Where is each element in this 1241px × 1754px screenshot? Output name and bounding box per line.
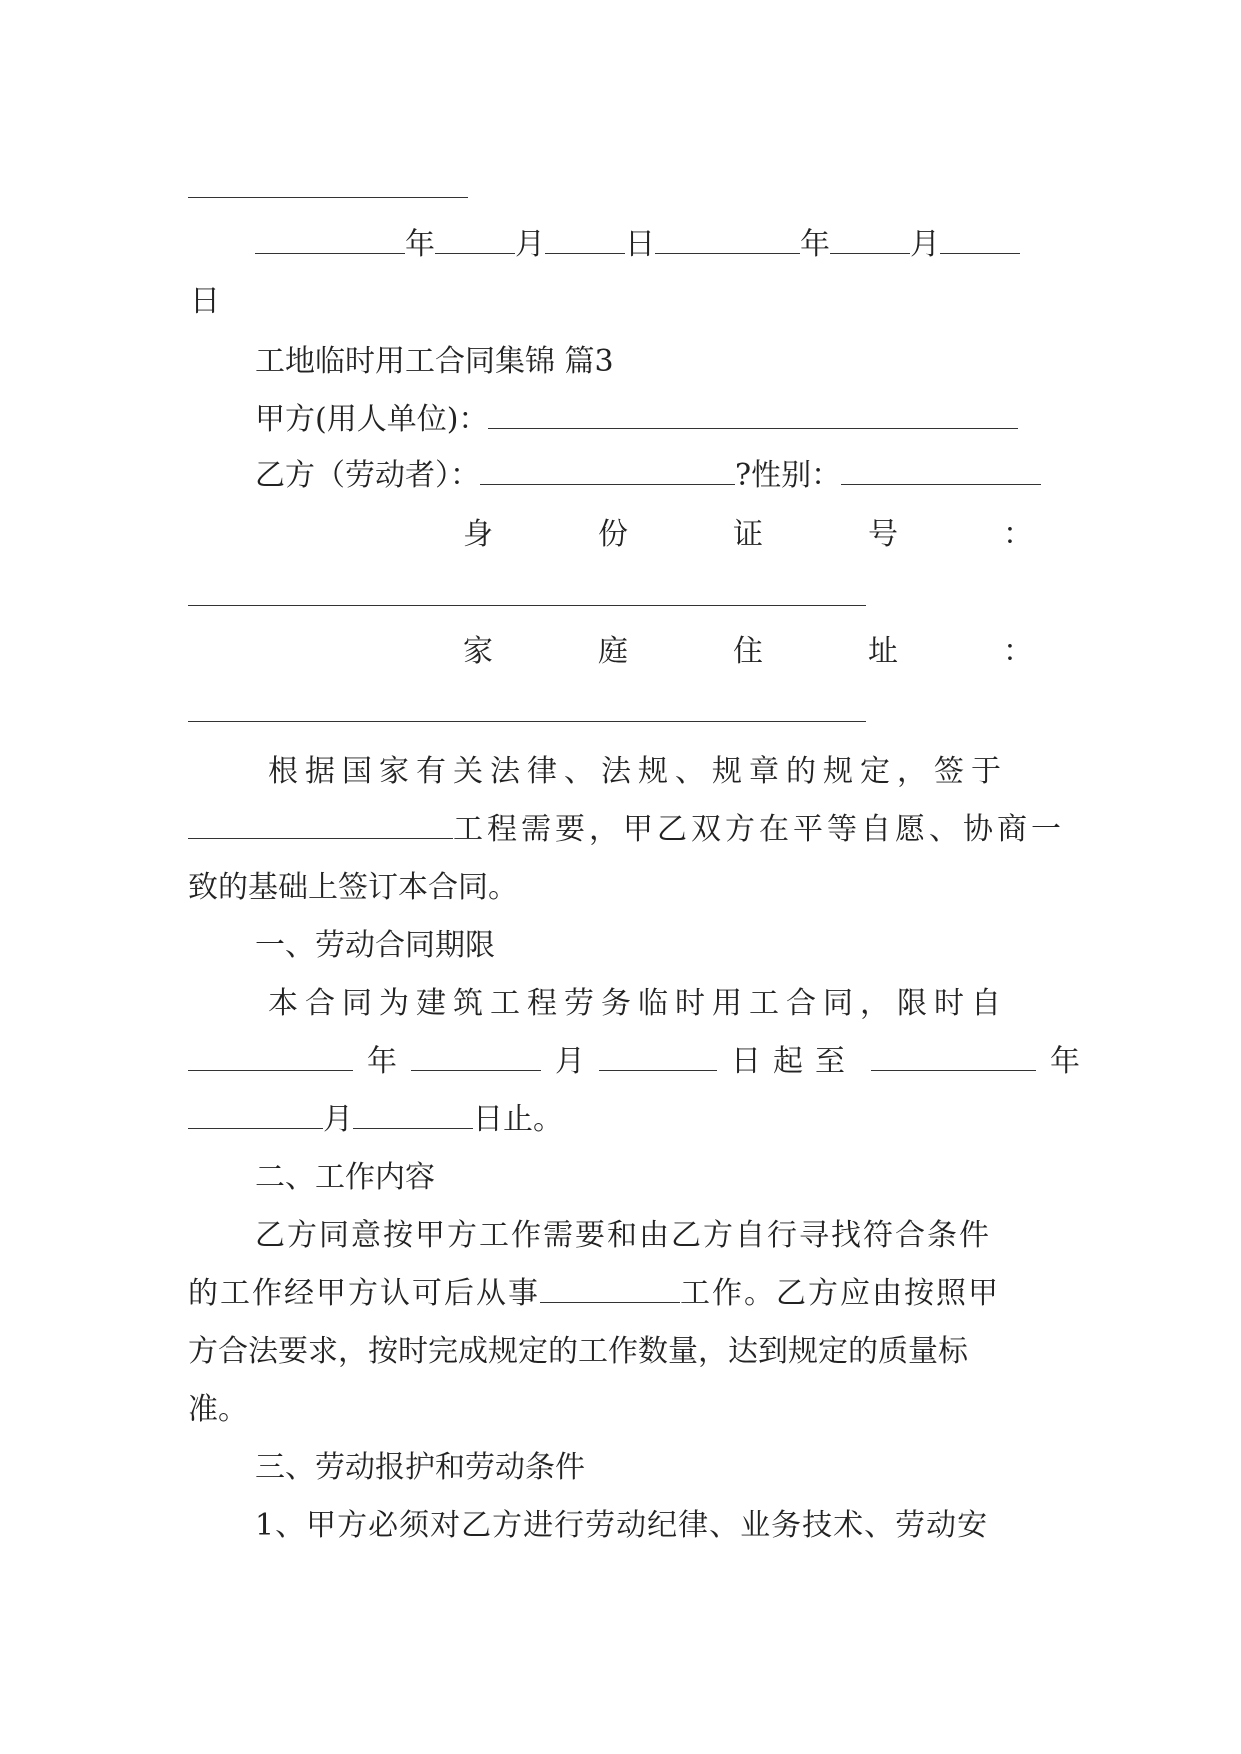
party-b-label: 乙方（劳动者）： bbox=[255, 458, 480, 493]
blank-month bbox=[435, 225, 515, 254]
date-line: 年 月 日 年 月 bbox=[255, 225, 1020, 265]
date-line-wrap: 日 bbox=[190, 284, 220, 319]
blank-start-day bbox=[599, 1042, 717, 1071]
gender-label: ?性别： bbox=[735, 458, 842, 493]
section-2-line-4: 准。 bbox=[188, 1392, 248, 1427]
party-a-line bbox=[255, 400, 1018, 440]
intro-line-1: 根据国家有关法律、法规、规章的规定，签于 bbox=[268, 754, 1008, 789]
section-3-item-1: 1、甲方必须对乙方进行劳动纪律、业务技术、劳动安 bbox=[255, 1508, 989, 1543]
party-a-blank bbox=[488, 400, 1018, 429]
party-a-label: 甲方(用人单位)： bbox=[255, 402, 489, 437]
section-2-line-2: 的工作经甲方认可后从事 工作。乙方应由按照甲 bbox=[188, 1276, 1000, 1311]
blank-day-2 bbox=[940, 225, 1020, 254]
project-blank bbox=[188, 810, 453, 839]
section-1-line-3: 月 日止。 bbox=[188, 1100, 563, 1140]
section-2-heading: 二、工作内容 bbox=[255, 1160, 435, 1195]
gender-blank bbox=[841, 456, 1041, 485]
job-blank bbox=[540, 1274, 680, 1303]
intro-line-2: 工程需要，甲乙双方在平等自愿、协商一 bbox=[188, 810, 1065, 850]
section-title: 工地临时用工合同集锦 篇3 bbox=[255, 344, 614, 379]
blank-end-year bbox=[871, 1042, 1036, 1071]
blank-month-2 bbox=[830, 225, 910, 254]
blank-year-2 bbox=[655, 225, 800, 254]
blank-year bbox=[255, 225, 405, 254]
blank-start-month bbox=[411, 1042, 541, 1071]
party-b-blank bbox=[480, 456, 735, 485]
home-address-label: 家 庭 住 址 ： bbox=[463, 634, 1033, 669]
party-b-line bbox=[255, 456, 1041, 496]
blank-day bbox=[545, 225, 625, 254]
blank-start-year bbox=[188, 1042, 353, 1071]
section-1-heading: 一、劳动合同期限 bbox=[255, 928, 495, 963]
section-1-line-1: 本合同为建筑工程劳务临时用工合同，限时自 bbox=[268, 986, 1008, 1021]
blank-end-month bbox=[188, 1100, 323, 1129]
home-address-blank bbox=[188, 721, 866, 722]
section-2-line-3: 方合法要求，按时完成规定的工作数量，达到规定的质量标 bbox=[188, 1334, 968, 1369]
id-number-blank bbox=[188, 605, 866, 606]
id-number-label: 身 份 证 号 ： bbox=[463, 517, 1033, 552]
signature-blank-line bbox=[188, 197, 468, 198]
blank-end-day bbox=[353, 1100, 473, 1129]
intro-line-3: 致的基础上签订本合同。 bbox=[188, 870, 518, 905]
section-1-line-2: 年 月 日起至 年 bbox=[188, 1042, 1080, 1082]
section-3-heading: 三、劳动报护和劳动条件 bbox=[255, 1450, 585, 1485]
section-2-line-1: 乙方同意按甲方工作需要和由乙方自行寻找符合条件 bbox=[255, 1218, 991, 1253]
